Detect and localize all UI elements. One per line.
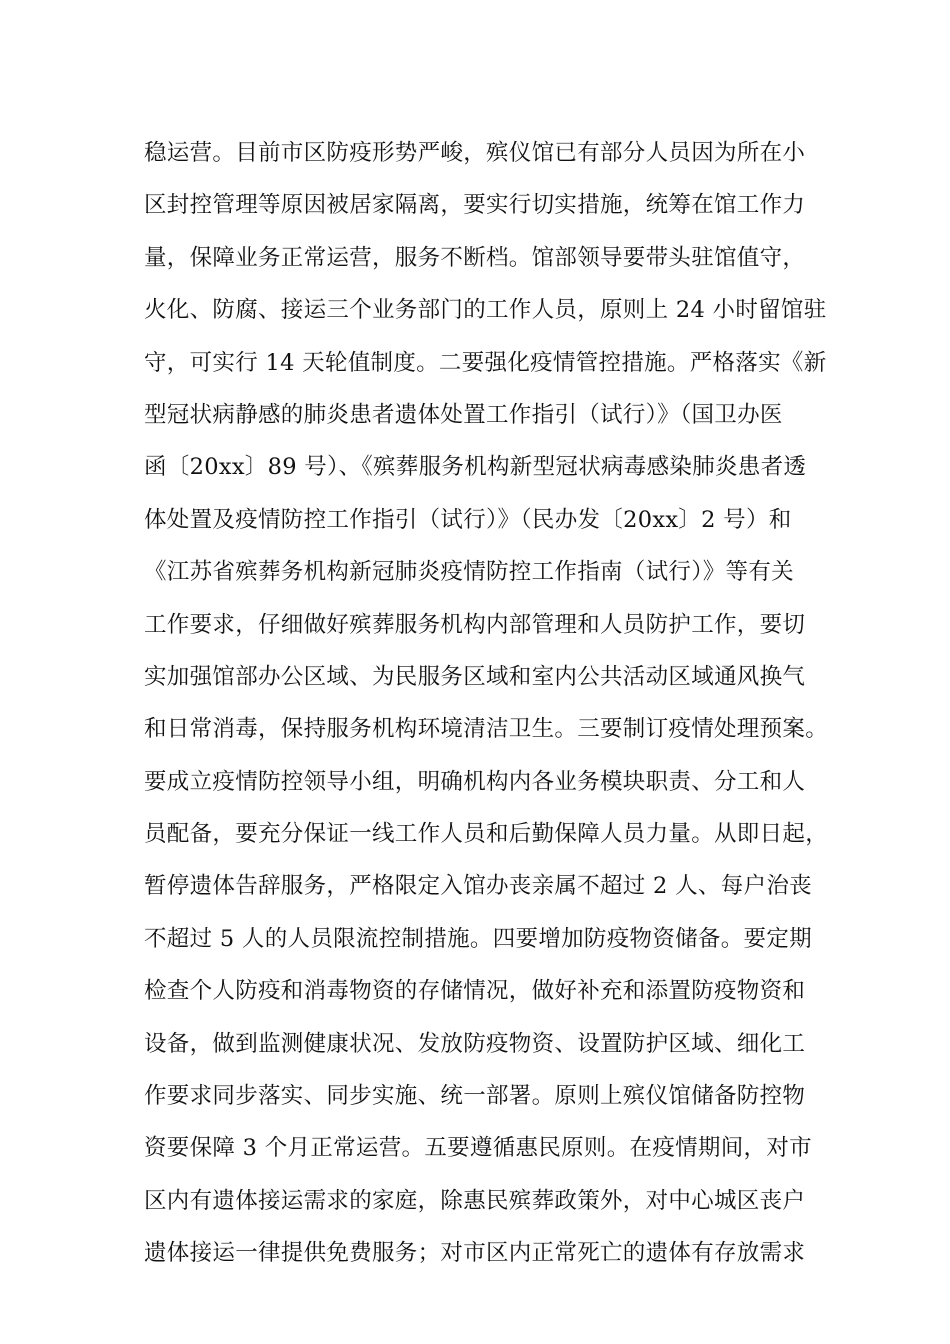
text-line: 资要保障 3 个月正常运营。五要遵循惠民原则。在疫情期间，对市 — [144, 1135, 812, 1162]
text-line: 设备，做到监测健康状况、发放防疫物资、设置防护区域、细化工 — [144, 1030, 806, 1057]
text-line: 实加强馆部办公区域、为民服务区域和室内公共活动区域通风换气 — [144, 663, 806, 690]
text-line: 守，可实行 14 天轮值制度。二要强化疫情管控措施。严格落实《新 — [144, 349, 827, 376]
text-line: 型冠状病静感的肺炎患者遗体处置工作指引（试行）》（国卫办医 — [144, 401, 783, 428]
text-line: 《江苏省殡葬务机构新冠肺炎疫情防控工作指南（试行）》等有关 — [144, 559, 794, 586]
text-line: 遗体接运一律提供免费服务；对市区内正常死亡的遗体有存放需求 — [144, 1240, 806, 1267]
text-line: 稳运营。目前市区防疫形势严峻，殡仪馆已有部分人员因为所在小 — [144, 140, 806, 166]
text-line: 要成立疫情防控领导小组，明确机构内各业务模块职责、分工和人 — [144, 768, 806, 795]
text-line: 作要求同步落实、同步实施、统一部署。原则上殡仪馆储备防控物 — [144, 1083, 806, 1110]
text-line: 函〔20xx〕89 号）、《殡葬服务机构新型冠状病毒感染肺炎患者透 — [144, 454, 807, 481]
text-line: 区内有遗体接运需求的家庭，除惠民殡葬政策外，对中心城区丧户 — [144, 1187, 806, 1214]
text-line: 员配备，要充分保证一线工作人员和后勤保障人员力量。从即日起， — [144, 821, 829, 848]
text-line: 暂停遗体告辞服务，严格限定入馆办丧亲属不超过 2 人、每户治丧 — [144, 873, 812, 900]
text-line: 检查个人防疫和消毒物资的存储情况，做好补充和添置防疫物资和 — [144, 978, 806, 1005]
text-line: 工作要求，仔细做好殡葬服务机构内部管理和人员防护工作，要切 — [144, 611, 806, 638]
text-line: 量，保障业务正常运营，服务不断档。馆部领导要带头驻馆值守， — [144, 244, 806, 271]
text-line: 和日常消毒，保持服务机构环境清洁卫生。三要制订疫情处理预案。 — [144, 716, 829, 743]
text-line: 区封控管理等原因被居家隔离，要实行切实措施，统筹在馆工作力 — [144, 192, 806, 219]
text-line: 不超过 5 人的人员限流控制措施。四要增加防疫物资储备。要定期 — [144, 925, 812, 952]
body-text — [144, 127, 829, 1280]
text-line: 体处置及疫情防控工作指引（试行）》（民办发〔20xx〕2 号）和 — [144, 506, 792, 533]
text-line: 火化、防腐、接运三个业务部门的工作人员，原则上 24 小时留馆驻 — [144, 297, 827, 324]
